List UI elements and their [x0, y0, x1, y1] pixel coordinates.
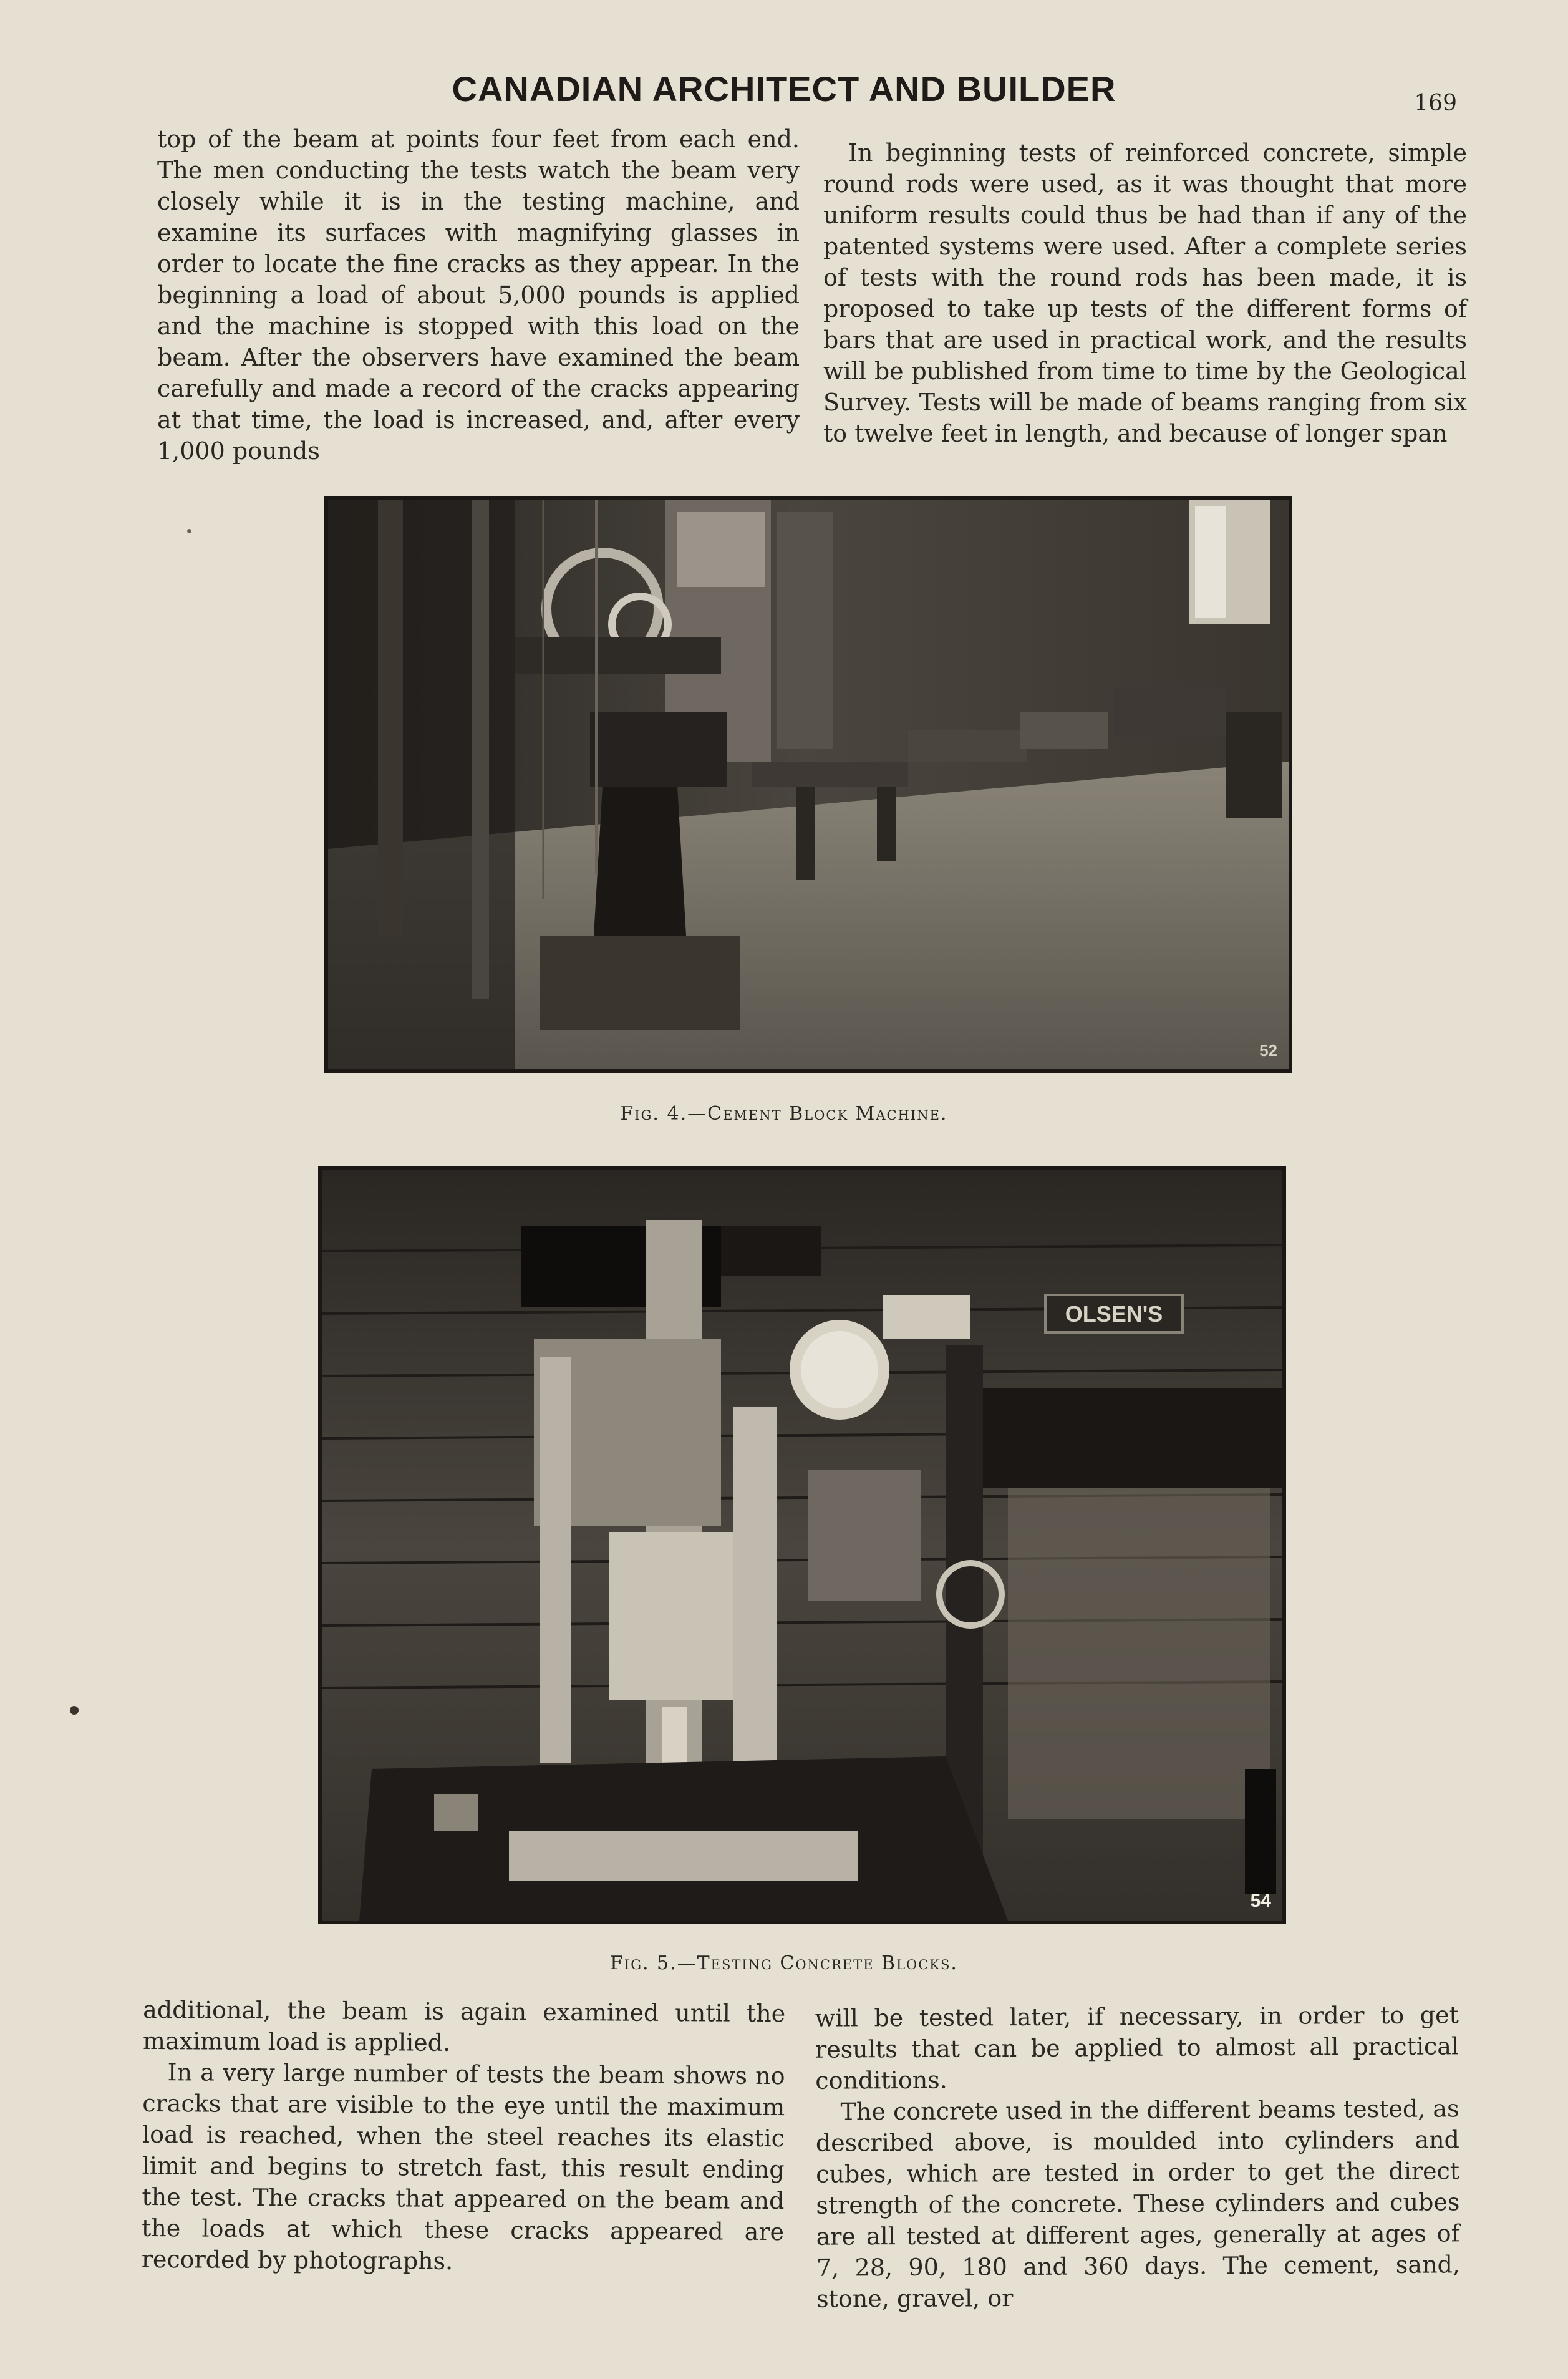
machine-sign: OLSEN'S: [1065, 1301, 1163, 1327]
ink-speck: [70, 1706, 79, 1715]
figure-4-caption: Fig. 4.—Cement Block Machine.: [620, 1103, 948, 1125]
paragraph: will be tested later, if necessary, in order to get results that can be applied to almost all practical conditions.: [815, 2001, 1459, 2095]
bottom-left-column: [142, 1994, 786, 2279]
paragraph: additional, the beam is again examined until the maximum load is applied.: [142, 1995, 786, 2057]
page-header-title: CANADIAN ARCHITECT AND BUILDER: [452, 69, 1116, 109]
testing-machine-image: [322, 1170, 1282, 1921]
top-left-column: [157, 124, 800, 467]
paragraph: The concrete used in the different beams tested, as described above, is moulded into cylinders and cubes, which are tested in order to get the direct strength of the concrete. These cylinders and cubes are all tested at different ages, generally at ages of 7, 28, 90, 180 and 360 days. The cement, sand, stone, gravel, or: [815, 2095, 1461, 2313]
paragraph: In a very large number of tests the beam shows no cracks that are visible to the eye until the maximum load is reached, when the steel reaches its elastic limit and begins to stretch fast, this result ending the test. The cracks that appeared on the beam and the loads at which these cracks appeared are recorded by photographs.: [141, 2058, 785, 2275]
page-number: 169: [1414, 90, 1457, 116]
figure-4-photo: [324, 496, 1292, 1073]
ink-speck: [187, 529, 191, 533]
figure-5-photo: [318, 1166, 1286, 1924]
plate-number: 54: [1250, 1891, 1271, 1911]
paragraph: In beginning tests of reinforced concrete, simple round rods were used, as it was thought that more uniform results could thus be had than if any of the patented systems were used. After a complete series of tests with the round rods has been made, it is proposed to take up tests of the different forms of bars that are used in practical work, and the results will be published from time to time by the Geological Survey. Tests will be made of beams ranging from six to twelve feet in length, and because of longer span: [823, 139, 1467, 447]
plate-number: 52: [1259, 1041, 1277, 1060]
bottom-right-column: [815, 1999, 1461, 2314]
figure-5-caption: Fig. 5.—Testing Concrete Blocks.: [610, 1952, 958, 1974]
paragraph: top of the beam at points four feet from each end. The men conducting the tests watch the beam very closely while it is in the testing machine, and examine its surfaces with magnifying glasses in order to locate the fine cracks as they appear. In the beginning a load of about 5,000 pounds is applied and the machine is stopped with this load on the beam. After the observers have examined the beam carefully and made a record of the cracks appearing at that time, the load is increased, and, after every 1,000 pounds: [157, 125, 800, 465]
top-right-column: [823, 137, 1467, 449]
cement-block-machine-image: [328, 500, 1289, 1069]
